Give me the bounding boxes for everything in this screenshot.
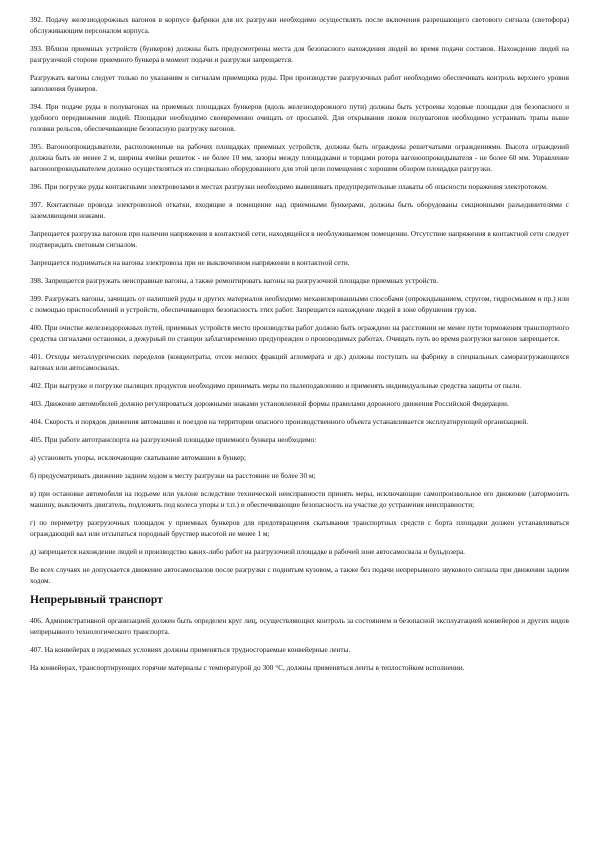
paragraph: Во всех случаях не допускается движение автосамосвалов после разгрузки с поднятым кузовом, а также без подачи непрерывного звукового сигнала при движении задним ходом. — [30, 565, 569, 585]
paragraph: д) запрещается нахождение людей и производство каких-либо работ на разгрузочной площадке в рабочей зоне автосамосвала и бульдозера. — [30, 547, 465, 556]
paragraph: 400. При очистке железнодорожных путей, приемных устройств место производства работ должно быть ограждено на расстоянии не менее пути торможения транспортного средства сигналами остановки, а дежурный по станции заблаговременно предупрежден о производимых работах. Очищать путь во время разгрузки вагонов запрещается. — [30, 323, 569, 343]
paragraph: в) при остановке автомобиля на подъеме или уклоне вследствие технической неисправности принять меры, исключающие самопроизвольное его движение (затормозить машину, выключить двигатель, подложить под колеса упоры и т.п.) и обеспечивающие безопасность на участке до устранения неисправности; — [30, 489, 569, 509]
paragraph: б) предусматривать движение задним ходом к месту разгрузки на расстояние не более 30 м; — [30, 471, 316, 480]
paragraph: На конвейерах, транспортирующих горячие материалы с температурой до 300 °С, должны применяться ленты в теплостойком исполнении. — [30, 663, 465, 672]
paragraph: 403. Движение автомобилей должно регулироваться дорожными знаками установленной формы правилами дорожного движения Российской Федерации. — [30, 399, 509, 408]
paragraph: 395. Вагоноопрокидыватели, расположенные на рабочих площадках приемных устройств, должны быть ограждены решетчатыми ограждениями. Высота ограждений должна быть не менее 2 м, ширина ячейки решеток - не более 10 мм, зазоры между площадками и торцами ротора вагоноопрокидывателя - не более 60 мм. Управление вагоноопрокидывателем должно осуществляться из специально оборудованного для этой цели помещения с хорошим обзором площадки разгрузки. — [30, 142, 569, 173]
paragraph: Запрещается подниматься на вагоны электровоза при не выключенном напряжении в контактной сети. — [30, 258, 350, 267]
paragraph: 406. Административной организацией должен быть определен круг лиц, осуществляющих контроль за состоянием и безопасной эксплуатацией конвейеров и других видов непрерывного технологического транспорта. — [30, 616, 569, 636]
paragraph: 407. На конвейерах в подземных условиях должны применяться трудносгораемые конвейерные ленты. — [30, 645, 351, 654]
paragraph-group-before — [30, 14, 569, 586]
paragraph: 392. Подачу железнодорожных вагонов в корпусе фабрики для их разгрузки необходимо осуществлять после включения разрешающего светового сигнала (светофора) обслуживающим персоналом корпуса. — [30, 15, 569, 35]
paragraph: 397. Контактные провода электровозной откатки, входящие в помещение над приемными бункерами, должны быть оборудованы секционными разъединителями с заземляющими ножами. — [30, 200, 569, 220]
paragraph: 394. При подаче руды в полувагонах на приемных площадках бункеров (вдоль железнодорожного пути) должны быть устроены ходовые площадки для безопасного и удобного передвижения людей. Площадки необходимо своевременно очищать от просыпей. Для открывания люков полувагонов необходимо устраивать трапы выше головки рельсов, обеспечивающие безопасную разгрузку вагонов. — [30, 102, 569, 133]
paragraph: 396. При погрузке руды контактными электровозами в местах разгрузки необходимо вывешивать предупредительные плакаты об опасности поражения электротоком. — [30, 182, 548, 191]
paragraph: 398. Запрещается разгружать неисправные вагоны, а также ремонтировать вагоны на разгрузочной площадке приемных устройств. — [30, 276, 439, 285]
paragraph: 401. Отходы металлургических переделов (концентраты, отсев мелких фракций агломерата и др.) должны поступать на фабрику в специальных саморазгружающихся вагонах или автосамосвалах. — [30, 352, 569, 372]
paragraph: 399. Разгружать вагоны, зачищать от налипшей руды и других материалов необходимо механизированными способами (опрокидыванием, стругом, гидросмывом и пр.) или с помощью приспособлений и устройств, обеспечивающих безопасность этих работ. Запрещается нахождение людей в зоне обрушения грузов. — [30, 294, 569, 314]
paragraph: г) по периметру разгрузочных площадок у приемных бункеров для предотвращения скатывания транспортных средств с борта площадки должен устанавливаться ограждающий вал или отсыпаться породный бруствер высотой не менее 1 м; — [30, 518, 569, 538]
paragraph: 393. Вблизи приемных устройств (бункеров) должны быть предусмотрены места для безопасного нахождения людей во время подачи составов. Нахождение людей на разгрузочной стороне приемного бункера в момент подачи и разгрузки запрещается. — [30, 44, 569, 64]
paragraph-group-after — [30, 615, 569, 673]
section-heading: Непрерывный транспорт — [30, 594, 163, 606]
paragraph: Запрещается разгрузка вагонов при наличии напряжения в контактной сети, находящейся в необлуживаемом помещении. Отсутствие напряжения в контактной сети следует подтверждать световым сигналом. — [30, 229, 569, 249]
paragraph: 402. При выгрузке и погрузке пылящих продуктов необходимо принимать меры по пылеподавлению и применять индивидуальные средства защиты от пыли. — [30, 381, 522, 390]
paragraph: Разгружать вагоны следует только по указаниям и сигналам приемщика руды. При производстве разгрузочных работ необходимо обеспечивать контроль верхнего уровня заполнения бункеров. — [30, 73, 569, 93]
paragraph: а) установить упоры, исключающие скатывание автомашин в бункер; — [30, 453, 246, 462]
paragraph: 404. Скорость и порядок движения автомашин и поездов на территории опасного производственного объекта устанавливается эксплуатирующей организацией. — [30, 417, 529, 426]
paragraph: 405. При работе автотранспорта на разгрузочной площадке приемного бункера необходимо: — [30, 435, 317, 444]
